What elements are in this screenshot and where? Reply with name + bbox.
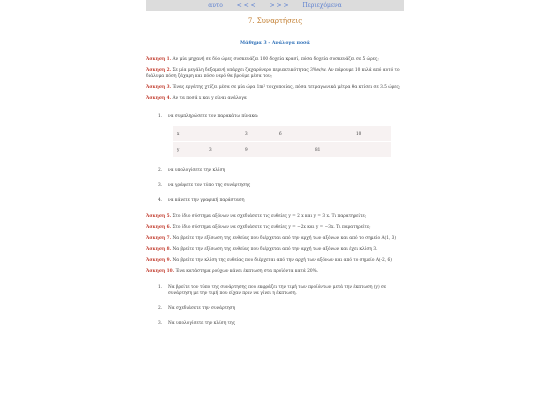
exercise-text: Στο ίδιο σύστημα αξόνων να σχεδιάσετε τις ευθείες y = −2x και y = −3x. Τι παρατηρείτε; (172, 225, 371, 230)
exercise-text: Ένας εργάτης χτίζει μέσα σε μία ώρα 1m² τοιχοποιίας, πόσα τετραγωνικά μέτρα θα κτίσει σε 3.5 ώρες; (172, 85, 401, 90)
exercise-5 (146, 214, 404, 220)
exercise-label: Άσκηση 4. (146, 96, 172, 101)
exercise-3 (146, 85, 404, 91)
values-table (173, 126, 391, 158)
exercise-label: Άσκηση 6. (146, 225, 172, 230)
exercise-label: Άσκηση 5. (146, 214, 172, 219)
table-cell: 6 (279, 131, 282, 136)
nav-link-previous[interactable]: < < < (236, 2, 256, 9)
exercise-label: Άσκηση 10. (146, 269, 175, 274)
list-item-text: να υπολογίσετε την κλίση (168, 168, 226, 173)
ex4-item-2: 2. να υπολογίσετε την κλίση (158, 168, 226, 173)
table-row-y (173, 142, 391, 158)
exercise-7 (146, 236, 404, 242)
nav-link-up[interactable]: αυτο (208, 2, 223, 9)
exercise-2 (146, 68, 404, 80)
list-item-text: να συμπληρώσετε τον παρακάτω πίνακα: (168, 114, 259, 119)
list-item-text: Να σχεδιάσετε την συνάρτηση (168, 306, 236, 311)
exercise-label: Άσκηση 1. (146, 57, 172, 62)
page-title: 7. Συναρτήσεις (247, 17, 303, 25)
ex4-item-1: 1. να συμπληρώσετε τον παρακάτω πίνακα: (158, 114, 259, 119)
table-cell: 3 (209, 147, 212, 152)
table-cell: 9 (245, 147, 248, 152)
exercise-text: Σε μία μεγάλη δεξαμενή υπάρχει ζαχαρόνερο περιεκτικότητας 3%w/w. Αν πάρουμε 10 κιλά από αυτό το διάλυμα πόση ζάχαρη και πόσο νερό θα βρούμε μέσα του; (146, 68, 400, 79)
table-cell: 10 (356, 131, 362, 136)
table-cell: 81 (315, 147, 321, 152)
exercise-list (146, 57, 404, 102)
exercise-text: Να βρείτε την εξίσωση της ευθείας που διέρχεται από την αρχή των αξόνων και από το σημείο A(1, 3) (172, 236, 397, 241)
page-content (146, 11, 404, 327)
table-cell: y (177, 147, 180, 152)
exercise-label: Άσκηση 8. (146, 247, 172, 252)
list-item-text: Να βρείτε τον τύπο της συνάρτησης που εκφράζει την τιμή των προϊόντων μετά την έκπτωση (y) σε συνάρτηση με την τιμή που είχαν πριν να γίνει η έκπτωση. (168, 285, 387, 296)
exercise-6 (146, 225, 404, 231)
exercise-text: Να βρείτε την κλίση της ευθείας που διέρχεται από την αρχή των αξόνων και από το σημείο A(-2, 6) (172, 258, 392, 263)
exercise-text: Αν τα ποσά x και y είναι ανάλογα (172, 96, 247, 101)
exercise-text: Στο ίδιο σύστημα αξόνων να σχεδιάσετε τις ευθείες y = 2 x και y = 3 x. Τι παρατηρείτε; (172, 214, 367, 219)
exercise-text: Ένα κατάστημα ρούχων κάνει έκπτωση στα προϊόντα κατά 20%. (175, 269, 319, 274)
exercise-1 (146, 57, 404, 63)
exercise-label: Άσκηση 3. (146, 85, 172, 90)
ex10-item-2: 2. Να σχεδιάσετε την συνάρτηση (158, 306, 236, 311)
list-item-text: Να υπολογίσετε την κλίση της (168, 321, 235, 326)
list-item-text: να γράψετε τον τύπο της συνάρτησης (168, 183, 251, 188)
navigation-bar (146, 0, 404, 11)
lesson-heading: Μάθημα 3 - Ανάλογα ποσά (240, 41, 310, 46)
list-item-text: να κάνετε την γραφική παράσταση (168, 198, 245, 203)
ex10-item-1: 1. Να βρείτε τον τύπο της συνάρτησης που εκφράζει την τιμή των προϊόντων μετά την έκπτωση (y) σε συνάρτηση με την τιμή που είχαν πριν να γίνει η έκπτωση. (158, 285, 387, 296)
table-cell: x (177, 131, 180, 136)
exercise-10 (146, 269, 404, 275)
exercise-8 (146, 247, 404, 253)
table-row-x (173, 126, 391, 142)
exercise-label: Άσκηση 2. (146, 68, 172, 73)
exercise-list-2 (146, 214, 404, 275)
exercise-4 (146, 96, 404, 102)
exercise-text: Αν μία μηχανή σε δύο ώρες συσκευάζει 100 δοχεία κρασί, πόσα δοχεία συσκευάζει σε 5 ώρες; (172, 57, 379, 62)
ex4-item-4: 4. να κάνετε την γραφική παράσταση (158, 198, 245, 203)
exercise-label: Άσκηση 7. (146, 236, 172, 241)
ex10-item-3: 3. Να υπολογίσετε την κλίση της (158, 321, 235, 326)
nav-link-contents[interactable]: Περιεχόμενα (302, 2, 342, 9)
exercise-9 (146, 258, 404, 264)
exercise-text: Να βρείτε την εξίσωση της ευθείας που διέρχεται από την αρχή των αξόνων και έχει κλίση 3. (172, 247, 378, 252)
ex4-item-3: 3. να γράψετε τον τύπο της συνάρτησης (158, 183, 251, 188)
exercise-label: Άσκηση 9. (146, 258, 172, 263)
table-cell: 3 (245, 131, 248, 136)
nav-link-next[interactable]: > > > (269, 2, 289, 9)
